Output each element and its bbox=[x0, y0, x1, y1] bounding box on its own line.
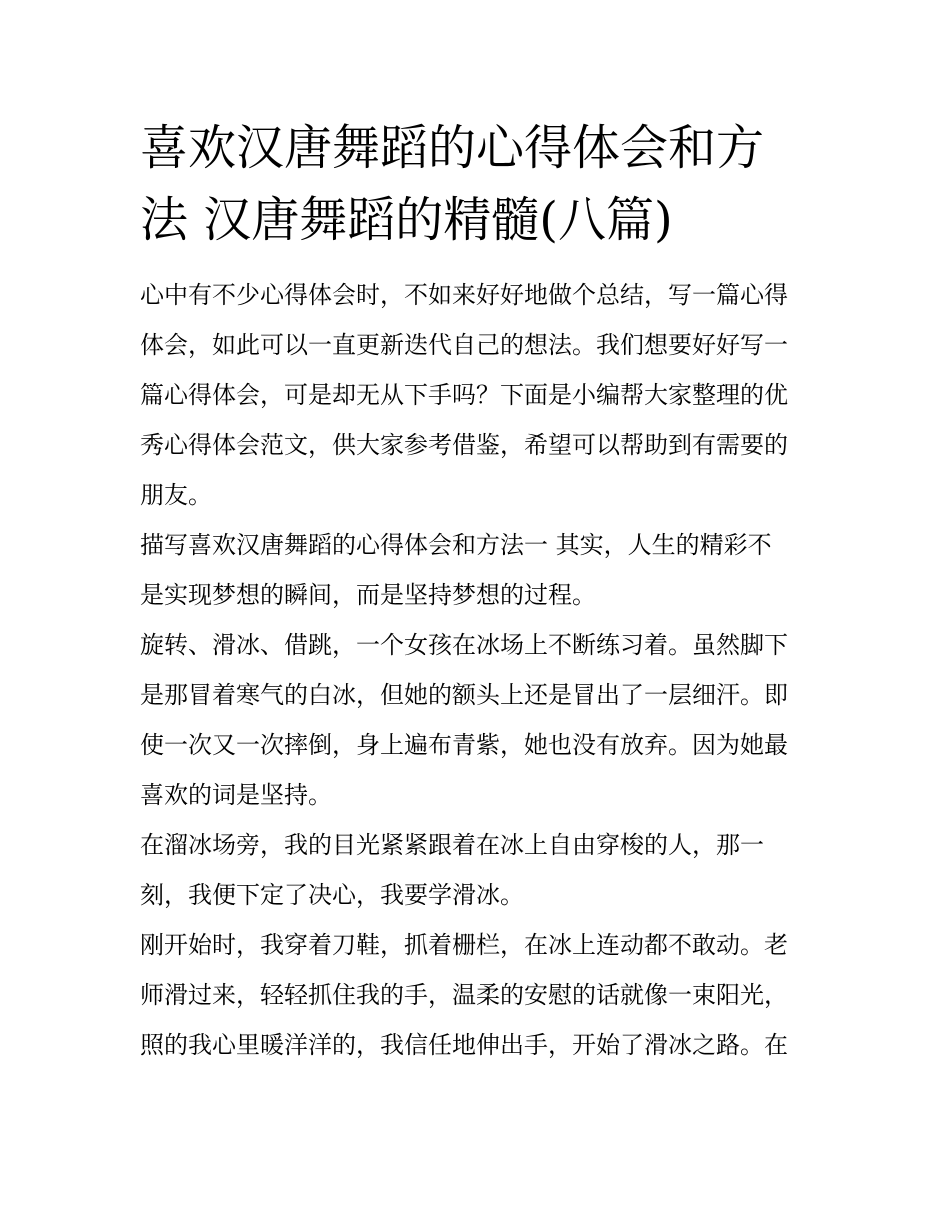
paragraph-intro bbox=[140, 270, 812, 520]
text-line: 刚开始时，我穿着刀鞋，抓着栅栏，在冰上连动都不敢动。老 bbox=[140, 931, 788, 959]
text-line: 在溜冰场旁，我的目光紧紧跟着在冰上自由穿梭的人，那一 bbox=[140, 831, 764, 859]
text-line: 喜欢的词是坚持。 bbox=[140, 781, 332, 809]
document-title bbox=[140, 112, 812, 256]
document-content bbox=[140, 112, 812, 1070]
text-line: 秀心得体会范文，供大家参考借鉴，希望可以帮助到有需要的 bbox=[140, 431, 788, 459]
text-line: 体会，如此可以一直更新迭代自己的想法。我们想要好好写一 bbox=[140, 331, 788, 359]
text-line: 是实现梦想的瞬间，而是坚持梦想的过程。 bbox=[140, 581, 596, 609]
title-line: 喜欢汉唐舞蹈的心得体会和方 bbox=[140, 120, 765, 176]
text-line: 篇心得体会，可是却无从下手吗？下面是小编帮大家整理的优 bbox=[140, 381, 788, 409]
text-line: 刻，我便下定了决心，我要学滑冰。 bbox=[140, 881, 524, 909]
paragraph-skating bbox=[140, 620, 812, 820]
text-line: 师滑过来，轻轻抓住我的手，温柔的安慰的话就像一束阳光， bbox=[140, 981, 788, 1009]
paragraph-beginning bbox=[140, 920, 812, 1070]
text-line: 使一次又一次摔倒，身上遍布青紫，她也没有放弃。因为她最 bbox=[140, 731, 788, 759]
title-line: 法 汉唐舞蹈的精髓(八篇) bbox=[140, 192, 673, 248]
text-line: 旋转、滑冰、借跳，一个女孩在冰场上不断练习着。虽然脚下 bbox=[140, 631, 788, 659]
paragraph-section-one bbox=[140, 520, 812, 620]
paragraph-rink bbox=[140, 820, 812, 920]
document-body bbox=[140, 270, 812, 1070]
text-line: 描写喜欢汉唐舞蹈的心得体会和方法一 其实，人生的精彩不 bbox=[140, 531, 772, 559]
text-line: 心中有不少心得体会时，不如来好好地做个总结，写一篇心得 bbox=[140, 281, 788, 309]
text-line: 是那冒着寒气的白冰，但她的额头上还是冒出了一层细汗。即 bbox=[140, 681, 788, 709]
text-line: 朋友。 bbox=[140, 481, 212, 509]
text-line: 照的我心里暖洋洋的，我信任地伸出手，开始了滑冰之路。在 bbox=[140, 1031, 788, 1059]
